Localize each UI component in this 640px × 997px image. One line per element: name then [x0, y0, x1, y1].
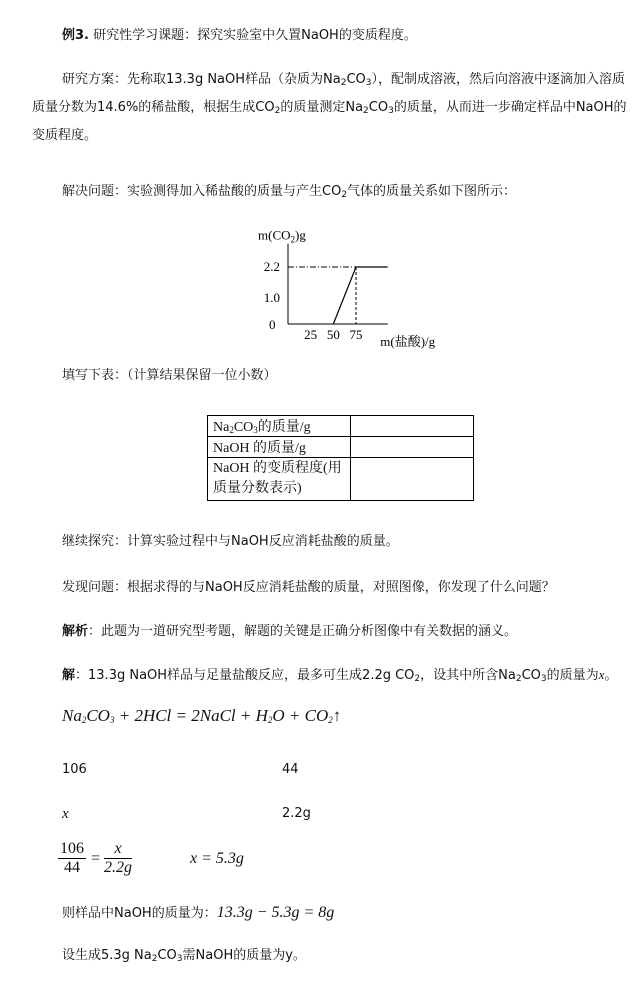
table-row: [208, 458, 474, 501]
x-tick-label: 50: [326, 327, 340, 342]
problem-statement: 解决问题：实验测得加入稀盐酸的质量与产生$CO_2$气体的质量关系如下图所示：: [62, 184, 517, 200]
ratio-left-top: 106: [62, 762, 87, 777]
fraction-equals: =: [91, 850, 101, 867]
discover-question: 发现问题：根据求得的与NaOH反应消耗盐酸的质量，对照图像，你发现了什么问题？: [62, 580, 555, 595]
y-tick-label: 1.0: [263, 290, 280, 306]
ratio-left-bottom: x: [62, 806, 69, 822]
plan-paragraph: 研究方案：先称取13.3g NaOH样品（杂质为$Na_2CO_3$），配制成溶液，然后向溶液中逐滴加入溶质质量分数为14.6%的稀盐酸，根据生成$CO_2$的质量测定$Na_2CO_3$的质量，从而进一步确定样品中NaOH的变质程度。: [32, 72, 627, 143]
row-label-na2co3: $Na_2CO_3$的质量/g: [208, 416, 351, 437]
fraction-106-44: $\frac{106}{44}$: [60, 840, 84, 876]
example-title: 研究性学习课题：探究实验室中久置NaOH的变质程度。: [93, 28, 417, 43]
table-row: [208, 437, 474, 458]
table-row: [208, 416, 474, 437]
assume-line: 设生成5.3g $Na_2CO_3$需NaOH的质量为y。: [62, 948, 306, 964]
example-heading: [62, 24, 417, 43]
answer-cell-degree[interactable]: [351, 458, 474, 501]
x-tick-label: 25: [304, 327, 318, 342]
analysis: 解析：此题为一道研究型考题，解题的关键是正确分析图像中有关数据的涵义。: [62, 624, 518, 639]
continue-question: 继续探究：计算实验过程中与NaOH反应消耗盐酸的质量。: [62, 534, 399, 549]
answer-cell-naoh[interactable]: [351, 437, 474, 458]
solution-x-value: x = 5.3g: [190, 850, 244, 867]
row-label-degree: NaOH 的变质程度(用 质量分数表示): [208, 458, 351, 501]
x-axis-label: m(盐酸)/g: [380, 334, 436, 349]
y-tick-label: 2.2: [263, 259, 280, 274]
example-label: 例3.: [62, 28, 89, 43]
ratio-right-top: 44: [282, 762, 299, 777]
co2-series-line: [333, 267, 387, 324]
table-instruction: 填写下表：（计算结果保留一位小数）: [62, 368, 277, 383]
x-tick-label: 75: [349, 327, 363, 342]
fraction-x-2-2g: $\frac{x}{2.2g}$: [104, 840, 132, 876]
solution-intro: 解：13.3g NaOH样品与足量盐酸反应，最多可生成2.2g $CO_2$，设其中所含$Na_2CO_3$的质量为x。: [62, 667, 618, 684]
origin-label: 0: [269, 317, 276, 332]
chemical-equation: $Na_2CO_3 + 2HCl$ = 2NaCl + $H_2O$ + $CO_2↑$: [62, 706, 342, 725]
co2-mass-chart: [240, 212, 440, 352]
naoh-mass-line: 则样品中NaOH的质量为：13.3g − 5.3g = 8g: [62, 904, 335, 921]
y-axis-label: $m(CO_2)g$: [258, 227, 306, 245]
answer-cell-na2co3[interactable]: [351, 416, 474, 437]
row-label-naoh: NaOH 的质量/g: [208, 437, 351, 458]
result-table: [207, 415, 474, 501]
ratio-right-bottom: 2.2g: [282, 806, 311, 821]
